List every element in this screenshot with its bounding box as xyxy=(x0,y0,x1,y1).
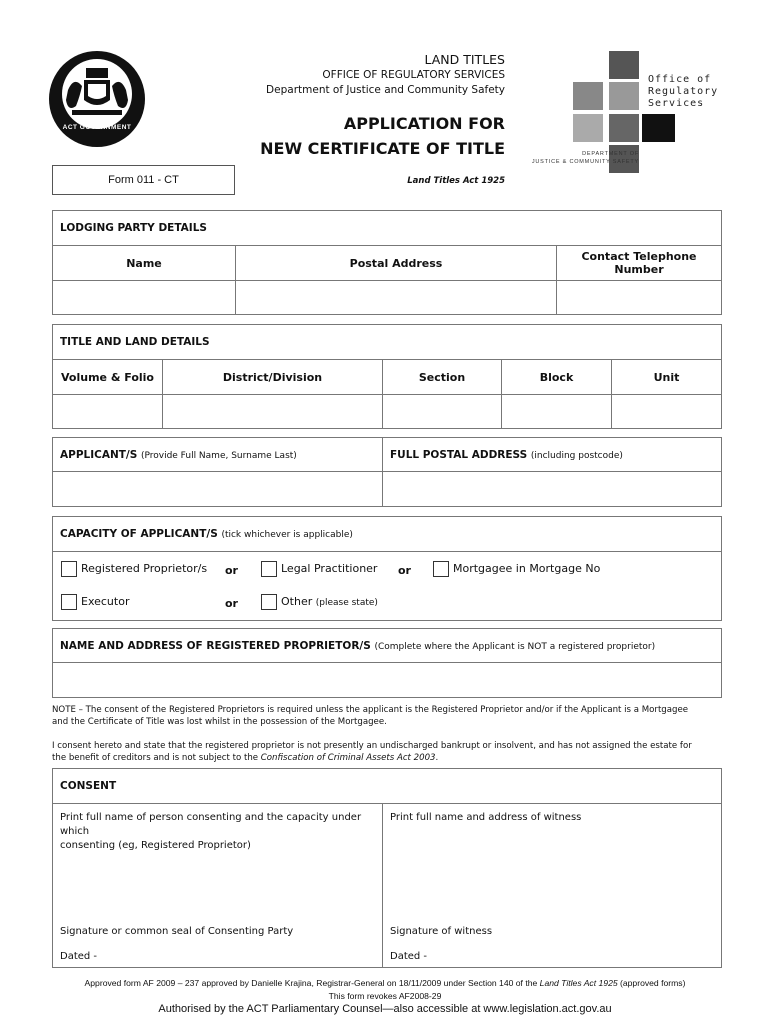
other-note: (please state) xyxy=(315,598,378,608)
declaration-line2-a: the benefit of creditors and is not subject to the xyxy=(52,753,261,763)
address-heading-cell xyxy=(383,438,722,472)
land-titles-heading: LAND TITLES xyxy=(424,52,505,67)
department-name: Department of Justice and Community Safety xyxy=(266,84,505,96)
office-name: OFFICE OF REGULATORY SERVICES xyxy=(322,69,505,81)
or-label-3: or xyxy=(225,597,238,610)
footer-authorised: Authorised by the ACT Parliamentary Counsel—also accessible at www.legislation.act.gov.au xyxy=(158,1003,612,1015)
consenting-party-cell[interactable] xyxy=(53,804,383,968)
unit-field[interactable] xyxy=(612,395,722,429)
capacity-heading-note: (tick whichever is applicable) xyxy=(221,530,353,540)
declaration-line2-c: . xyxy=(435,753,439,763)
declaration-note xyxy=(52,740,722,764)
consent-note-line2: and the Certificate of Title was lost whilst in the possession of the Mortgagee. xyxy=(52,717,387,727)
lodging-party-heading: LODGING PARTY DETAILS xyxy=(53,211,722,246)
lodging-col-phone: Contact Telephone Number xyxy=(557,246,722,281)
registered-proprietor-checkbox[interactable] xyxy=(61,561,77,577)
title-land-table xyxy=(52,324,722,429)
footer-approval-c: (approved forms) xyxy=(617,978,686,988)
consenting-signature-label: Signature or common seal of Consenting Party xyxy=(60,926,294,937)
registered-proprietor-note: (Complete where the Applicant is NOT a registered proprietor) xyxy=(374,641,656,652)
capacity-options-cell xyxy=(53,552,722,621)
lodging-party-table xyxy=(52,210,722,315)
ors-logo-dept2: JUSTICE & COMMUNITY SAFETY xyxy=(531,159,639,165)
consent-note-line1: NOTE – The consent of the Registered Proprietors is required unless the applicant is the Registered Proprietor and/or if the Applicant is a Mortgagee xyxy=(52,705,689,715)
act-government-logo-text: ACT GOVERNMENT xyxy=(62,124,132,131)
ors-logo-line1: Office of xyxy=(648,74,712,85)
declaration-act-name: Confiscation of Criminal Assets Act 2003 xyxy=(260,753,436,763)
ors-logo-dept1: DEPARTMENT OF xyxy=(582,151,639,157)
other-checkbox[interactable] xyxy=(261,594,277,610)
mortgagee-label: Mortgagee in Mortgage No xyxy=(453,562,601,575)
ors-logo-line2: Regulatory xyxy=(648,86,719,97)
footer-approval-act: Land Titles Act 1925 xyxy=(539,978,618,988)
legal-practitioner-label: Legal Practitioner xyxy=(281,562,378,575)
witness-dated-label: Dated - xyxy=(390,951,428,962)
consent-table xyxy=(52,768,722,968)
applicant-heading: APPLICANT/S xyxy=(60,448,138,461)
volume-folio-field[interactable] xyxy=(53,395,163,429)
form-number: Form 011 - CT xyxy=(108,174,179,186)
registered-proprietor-field[interactable] xyxy=(53,663,722,698)
legal-practitioner-checkbox[interactable] xyxy=(261,561,277,577)
form-title-line1: APPLICATION FOR xyxy=(343,114,505,133)
registered-proprietor-table xyxy=(52,628,722,698)
or-label-2: or xyxy=(398,564,411,577)
form-title-line2: NEW CERTIFICATE OF TITLE xyxy=(260,139,505,158)
registered-proprietor-heading: NAME AND ADDRESS OF REGISTERED PROPRIETOR/S xyxy=(60,639,371,652)
full-postal-address-note: (including postcode) xyxy=(530,450,623,461)
block-field[interactable] xyxy=(502,395,612,429)
capacity-heading: CAPACITY OF APPLICANT/S xyxy=(60,528,218,540)
title-col-unit: Unit xyxy=(612,360,722,395)
applicant-heading-cell xyxy=(53,438,383,472)
lodging-phone-field[interactable] xyxy=(557,281,722,315)
declaration-line1: I consent hereto and state that the registered proprietor is not presently an undischarged bankrupt or insolvent, and has not assigned the estate for xyxy=(52,741,692,751)
mortgagee-checkbox[interactable] xyxy=(433,561,449,577)
title-land-heading: TITLE AND LAND DETAILS xyxy=(53,325,722,360)
registered-proprietor-label: Registered Proprietor/s xyxy=(81,562,208,575)
footer-approval-a: Approved form AF 2009 – 237 approved by Danielle Krajina, Registrar-General on 18/11/2009 under Section 140 of the xyxy=(84,978,540,988)
ors-logo-line3: Services xyxy=(648,98,705,109)
registered-proprietor-heading-cell xyxy=(53,629,722,663)
ors-logo xyxy=(515,50,745,175)
consenting-party-label-2: consenting (eg, Registered Proprietor) xyxy=(60,840,251,851)
witness-label: Print full name and address of witness xyxy=(390,812,582,823)
consent-note xyxy=(52,704,722,728)
capacity-table xyxy=(52,516,722,621)
executor-label: Executor xyxy=(81,595,130,608)
footer-approval xyxy=(0,978,770,988)
lodging-postal-field[interactable] xyxy=(236,281,557,315)
form-number-box xyxy=(52,165,235,195)
district-division-field[interactable] xyxy=(163,395,383,429)
other-label: Other xyxy=(281,595,313,608)
lodging-col-name: Name xyxy=(53,246,236,281)
footer-revokes: This form revokes AF2008-29 xyxy=(328,991,442,1001)
section-field[interactable] xyxy=(383,395,502,429)
witness-signature-label: Signature of witness xyxy=(390,926,493,937)
executor-checkbox[interactable] xyxy=(61,594,77,610)
applicant-table xyxy=(52,437,722,507)
title-col-district: District/Division xyxy=(163,360,383,395)
act-reference: Land Titles Act 1925 xyxy=(407,176,505,186)
consenting-dated-label: Dated - xyxy=(60,951,98,962)
act-government-logo xyxy=(48,50,146,148)
applicant-address-field[interactable] xyxy=(383,472,722,507)
capacity-heading-cell xyxy=(53,517,722,552)
title-col-volume: Volume & Folio xyxy=(53,360,163,395)
title-col-section: Section xyxy=(383,360,502,395)
lodging-col-postal: Postal Address xyxy=(236,246,557,281)
consenting-party-label-1: Print full name of person consenting and the capacity under which xyxy=(60,812,362,837)
or-label-1: or xyxy=(225,564,238,577)
title-col-block: Block xyxy=(502,360,612,395)
applicant-heading-note: (Provide Full Name, Surname Last) xyxy=(140,450,297,461)
lodging-name-field[interactable] xyxy=(53,281,236,315)
applicant-name-field[interactable] xyxy=(53,472,383,507)
full-postal-address-heading: FULL POSTAL ADDRESS xyxy=(390,448,528,461)
witness-cell[interactable] xyxy=(383,804,722,968)
consent-heading: CONSENT xyxy=(53,769,722,804)
